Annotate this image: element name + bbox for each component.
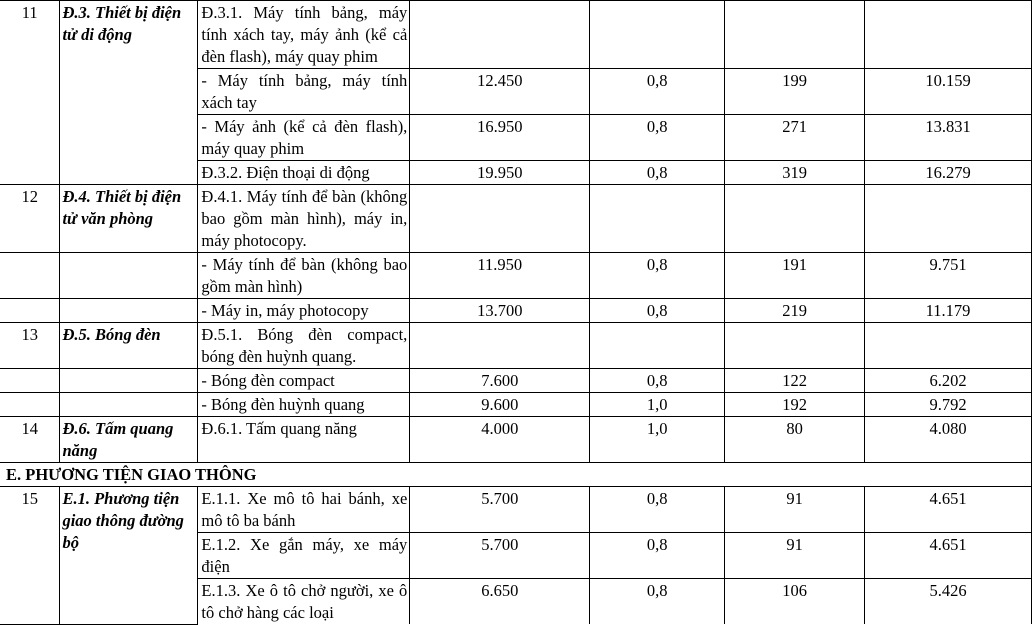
group-name: Đ.3. Thiết bị điện tử di động <box>60 1 198 185</box>
cell-value: 0,8 <box>590 533 725 579</box>
cell-value: 0,8 <box>590 487 725 533</box>
cell-value: 12.450 <box>410 69 590 115</box>
cell-value: 1,0 <box>590 417 725 463</box>
cell-value: 9.600 <box>410 393 590 417</box>
item-description: E.1.3. Xe ô tô chở người, xe ô tô chở hàng các loại <box>198 579 410 625</box>
cell-value: 4.000 <box>410 417 590 463</box>
item-description: - Bóng đèn compact <box>198 369 410 393</box>
cell-value <box>410 1 590 69</box>
cell-value: 1,0 <box>590 393 725 417</box>
cell-value: 219 <box>725 299 865 323</box>
item-description: Đ.5.1. Bóng đèn compact, bóng đèn huỳnh quang. <box>198 323 410 369</box>
cell-value: 13.831 <box>865 115 1032 161</box>
row-number: 12 <box>0 185 60 253</box>
row-number <box>0 253 60 299</box>
cell-value: 0,8 <box>590 579 725 625</box>
cell-value: 9.751 <box>865 253 1032 299</box>
cell-value: 271 <box>725 115 865 161</box>
group-name: E.1. Phương tiện giao thông đường bộ <box>60 487 198 625</box>
cell-value: 80 <box>725 417 865 463</box>
item-description: - Máy tính bảng, máy tính xách tay <box>198 69 410 115</box>
cell-value: 192 <box>725 393 865 417</box>
cell-value: 10.159 <box>865 69 1032 115</box>
cell-value: 7.600 <box>410 369 590 393</box>
item-description: Đ.6.1. Tấm quang năng <box>198 417 410 463</box>
table-row <box>0 299 1032 323</box>
cell-value: 122 <box>725 369 865 393</box>
cell-value: 191 <box>725 253 865 299</box>
item-description: - Máy ảnh (kể cả đèn flash), máy quay phim <box>198 115 410 161</box>
table-row <box>0 185 1032 253</box>
cell-value: 0,8 <box>590 115 725 161</box>
cell-value <box>865 1 1032 69</box>
cell-value: 0,8 <box>590 369 725 393</box>
cell-value: 5.700 <box>410 533 590 579</box>
group-name <box>60 369 198 393</box>
table-row <box>0 369 1032 393</box>
item-description: Đ.3.1. Máy tính bảng, máy tính xách tay, máy ảnh (kể cả đèn flash), máy quay phim <box>198 1 410 69</box>
item-description: - Máy tính để bàn (không bao gồm màn hình) <box>198 253 410 299</box>
cell-value: 6.650 <box>410 579 590 625</box>
item-description: Đ.3.2. Điện thoại di động <box>198 161 410 185</box>
row-number <box>0 369 60 393</box>
cell-value: 16.279 <box>865 161 1032 185</box>
cell-value: 16.950 <box>410 115 590 161</box>
table-row <box>0 417 1032 463</box>
cell-value: 5.426 <box>865 579 1032 625</box>
cell-value: 319 <box>725 161 865 185</box>
cell-value: 11.950 <box>410 253 590 299</box>
row-number: 11 <box>0 1 60 185</box>
item-description: E.1.1. Xe mô tô hai bánh, xe mô tô ba bánh <box>198 487 410 533</box>
cell-value: 19.950 <box>410 161 590 185</box>
cell-value <box>865 185 1032 253</box>
row-number <box>0 393 60 417</box>
table-row <box>0 487 1032 533</box>
cell-value: 0,8 <box>590 161 725 185</box>
cell-value: 0,8 <box>590 69 725 115</box>
table-row <box>0 323 1032 369</box>
row-number: 14 <box>0 417 60 463</box>
cell-value <box>590 185 725 253</box>
row-number: 15 <box>0 487 60 625</box>
cell-value: 0,8 <box>590 253 725 299</box>
item-description: - Máy in, máy photocopy <box>198 299 410 323</box>
table-row <box>0 393 1032 417</box>
section-title: E. PHƯƠNG TIỆN GIAO THÔNG <box>0 463 1032 487</box>
table-row <box>0 1 1032 69</box>
cell-value <box>865 323 1032 369</box>
cell-value: 4.651 <box>865 533 1032 579</box>
cell-value <box>725 323 865 369</box>
cell-value <box>725 1 865 69</box>
cell-value: 6.202 <box>865 369 1032 393</box>
cell-value: 199 <box>725 69 865 115</box>
cell-value: 0,8 <box>590 299 725 323</box>
cell-value: 4.651 <box>865 487 1032 533</box>
item-description: Đ.4.1. Máy tính để bàn (không bao gồm màn hình), máy in, máy photocopy. <box>198 185 410 253</box>
cell-value <box>590 323 725 369</box>
group-name <box>60 253 198 299</box>
cell-value: 106 <box>725 579 865 625</box>
cell-value <box>590 1 725 69</box>
cell-value: 13.700 <box>410 299 590 323</box>
cell-value <box>410 323 590 369</box>
item-description: - Bóng đèn huỳnh quang <box>198 393 410 417</box>
cell-value: 9.792 <box>865 393 1032 417</box>
group-name: Đ.5. Bóng đèn <box>60 323 198 369</box>
cell-value: 5.700 <box>410 487 590 533</box>
table-row <box>0 253 1032 299</box>
section-header-row <box>0 463 1032 487</box>
cell-value <box>410 185 590 253</box>
cell-value: 11.179 <box>865 299 1032 323</box>
row-number <box>0 299 60 323</box>
group-name <box>60 393 198 417</box>
item-description: E.1.2. Xe gắn máy, xe máy điện <box>198 533 410 579</box>
cell-value: 4.080 <box>865 417 1032 463</box>
group-name: Đ.4. Thiết bị điện tử văn phòng <box>60 185 198 253</box>
cell-value <box>725 185 865 253</box>
cell-value: 91 <box>725 487 865 533</box>
row-number: 13 <box>0 323 60 369</box>
cell-value: 91 <box>725 533 865 579</box>
group-name <box>60 299 198 323</box>
group-name: Đ.6. Tấm quang năng <box>60 417 198 463</box>
